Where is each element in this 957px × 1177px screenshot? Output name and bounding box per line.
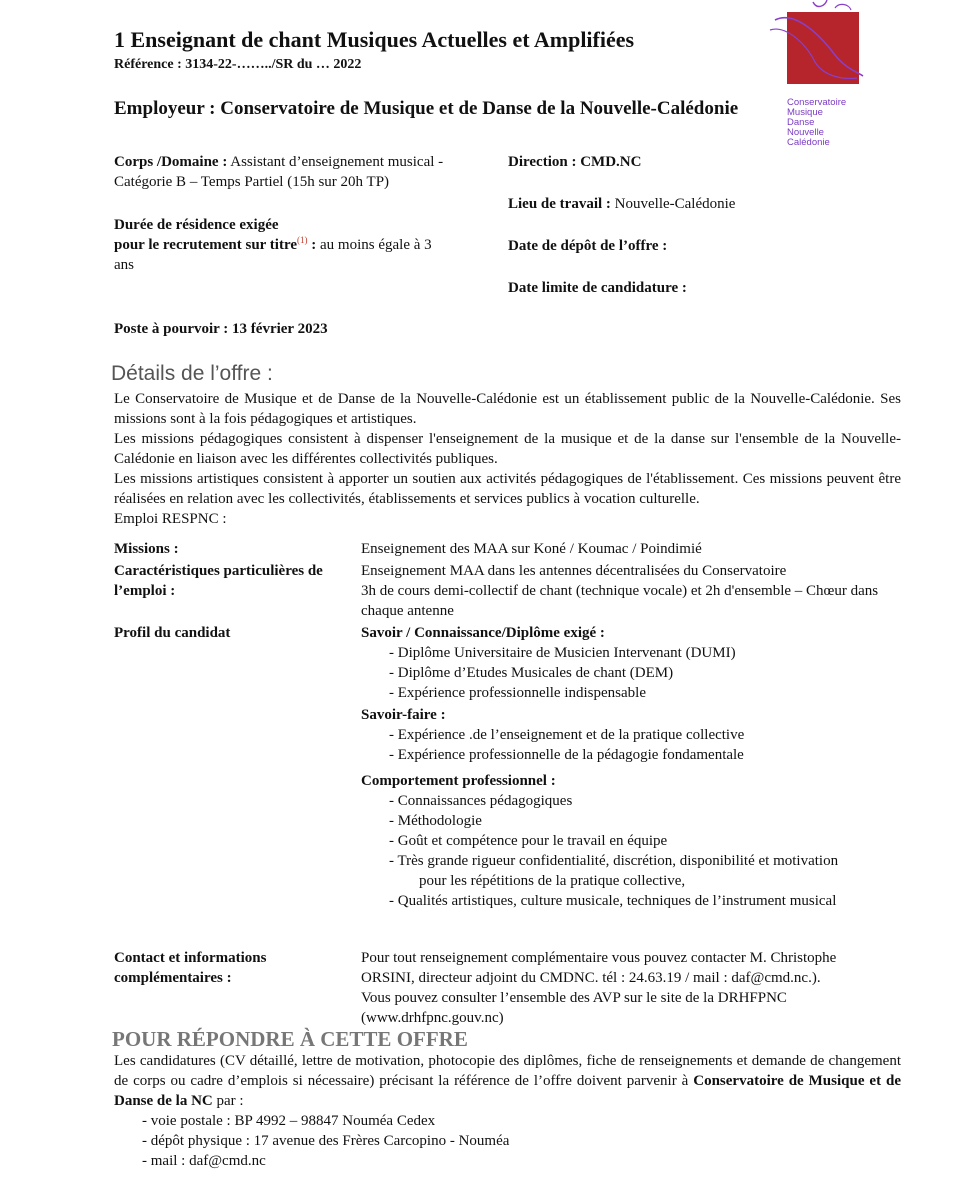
profil-label: Profil du candidat (114, 625, 231, 641)
conservatoire-logo (765, 0, 865, 152)
respond-paragraph (114, 1051, 901, 1111)
contact-line: Pour tout renseignement complémentaire vous pouvez contacter M. Christophe ORSINI, directeur adjoint du CMDNC. tél : 24.63.19 / mail : daf@cmd.nc.). (361, 950, 837, 986)
list-item: - Expérience .de l’enseignement et de la pratique collective (389, 727, 745, 743)
missions-value: Enseignement des MAA sur Koné / Koumac / Poindimié (361, 541, 702, 557)
savoir-title: Savoir / Connaissance/Diplôme exigé : (361, 625, 605, 641)
footnote-ref: (1) (297, 235, 308, 245)
missions-label: Missions : (114, 541, 179, 557)
details-heading: Détails de l’offre : (111, 362, 273, 385)
list-item: - Qualités artistiques, culture musicale, techniques de l’instrument musical (389, 893, 837, 909)
list-item: - Expérience professionnelle de la pédagogie fondamentale (389, 747, 744, 763)
contact-line: Vous pouvez consulter l’ensemble des AVP sur le site de la DRHFPNC (www.drhfpnc.gouv.nc) (361, 990, 787, 1026)
logo-line: Musique (787, 107, 823, 118)
list-item-continuation: pour les répétitions de la pratique collective, (419, 873, 686, 889)
logo-text (787, 98, 846, 148)
duree-label-1: Durée de résidence exigée (114, 217, 279, 233)
comportement-title: Comportement professionnel : (361, 773, 556, 789)
savoirfaire-title: Savoir-faire : (361, 707, 446, 723)
profil-value (361, 623, 906, 911)
logo-line: Danse (787, 117, 815, 128)
lieu-label: Lieu de travail : (508, 196, 611, 212)
logo-line: Calédonie (787, 137, 830, 148)
list-item: - Goût et compétence pour le travail en équipe (389, 833, 668, 849)
respond-list (114, 1111, 901, 1171)
corps-label: Corps /Domaine : (114, 154, 228, 170)
logo-line: Nouvelle (787, 127, 824, 138)
intro-paragraph: Le Conservatoire de Musique et de Danse de la Nouvelle-Calédonie est un établissement public de la Nouvelle-Calédonie. Ses missions sont à la fois pédagogiques et artistiques. (114, 391, 901, 427)
carac-line: 3h de cours demi-collectif de chant (technique vocale) et 2h d'ensemble – Chœur dans chaque antenne (361, 583, 879, 619)
page-title: 1 Enseignant de chant Musiques Actuelles et Amplifiées (114, 27, 635, 52)
duree-label-2: pour le recrutement sur titre (114, 237, 298, 253)
details-intro (114, 389, 901, 529)
respond-body (114, 1051, 901, 1171)
list-item-text: - Très grande rigueur confidentialité, discrétion, disponibilité et motivation (389, 853, 839, 869)
list-item: - Diplôme d’Etudes Musicales de chant (DEM) (389, 665, 674, 681)
list-item: - Connaissances pédagogiques (389, 793, 573, 809)
logo-graphic (765, 0, 865, 100)
list-item: - Méthodologie (389, 813, 482, 829)
list-item (389, 851, 906, 891)
corps-value: Assistant d’enseignement musical - Catégorie B – Temps Partiel (15h sur 20h TP) (114, 154, 444, 190)
duree-colon: : (307, 237, 317, 253)
contact-value (361, 948, 891, 1028)
duree-value: au moins égale à 3 ans (114, 237, 432, 273)
lieu-de-travail (508, 194, 908, 214)
poste-a-pourvoir: Poste à pourvoir : 13 février 2023 (114, 321, 328, 337)
logo-red-square (787, 12, 859, 84)
employer-heading: Employeur : Conservatoire de Musique et de Danse de la Nouvelle-Calédonie (114, 98, 739, 119)
logo-line: Conservatoire (787, 97, 847, 108)
corps-domaine (114, 152, 484, 192)
lieu-value: Nouvelle-Calédonie (614, 196, 736, 212)
list-item: - Expérience professionnelle indispensable (389, 685, 646, 701)
list-item: - Diplôme Universitaire de Musicien Intervenant (DUMI) (389, 645, 736, 661)
date-limite: Date limite de candidature : (508, 280, 687, 296)
caracteristiques-value (361, 561, 906, 621)
comportement-list (361, 791, 906, 911)
respond-heading: POUR RÉPONDRE À CETTE OFFRE (112, 1027, 468, 1051)
caracteristiques-label: Caractéristiques particulières de l’emploi : (114, 563, 323, 599)
savoir-list (361, 643, 906, 703)
duree-residence (114, 215, 444, 275)
list-item: - mail : daf@cmd.nc (142, 1153, 266, 1169)
intro-paragraph: Les missions pédagogiques consistent à dispenser l'enseignement de la musique et de la danse sur l'ensemble de la Nouvelle-Calédonie en liaison avec les différentes collectivités publiques. (114, 431, 901, 467)
respond-org: Conservatoire de Musique et de Danse de la NC (114, 1073, 902, 1109)
carac-line: Enseignement MAA dans les antennes décentralisées du Conservatoire (361, 563, 787, 579)
offer-reference: Référence : 3134-22-……../SR du … 2022 (114, 57, 362, 72)
savoirfaire-list (361, 725, 906, 765)
list-item: - dépôt physique : 17 avenue des Frères Carcopino - Nouméa (142, 1133, 510, 1149)
intro-paragraph: Emploi RESPNC : (114, 511, 227, 527)
respond-text: Les candidatures (CV détaillé, lettre de motivation, photocopie des diplômes, fiche de renseignements et demande de changement de corps ou cadre d’emplois si nécessaire) précisant la référence de l’offre doivent parvenir à (114, 1053, 901, 1089)
respond-text-end: par : (212, 1093, 244, 1109)
intro-paragraph: Les missions artistiques consistent à apporter un soutien aux activités pédagogiques de l'établissement. Ces missions peuvent être réalisées en relation avec les collectivités, établissements et services publics à vocation culturelle. (114, 471, 901, 507)
list-item: - voie postale : BP 4992 – 98847 Nouméa Cedex (142, 1113, 436, 1129)
direction: Direction : CMD.NC (508, 154, 642, 170)
contact-label: Contact et informations complémentaires : (114, 950, 267, 986)
date-depot: Date de dépôt de l’offre : (508, 238, 668, 254)
